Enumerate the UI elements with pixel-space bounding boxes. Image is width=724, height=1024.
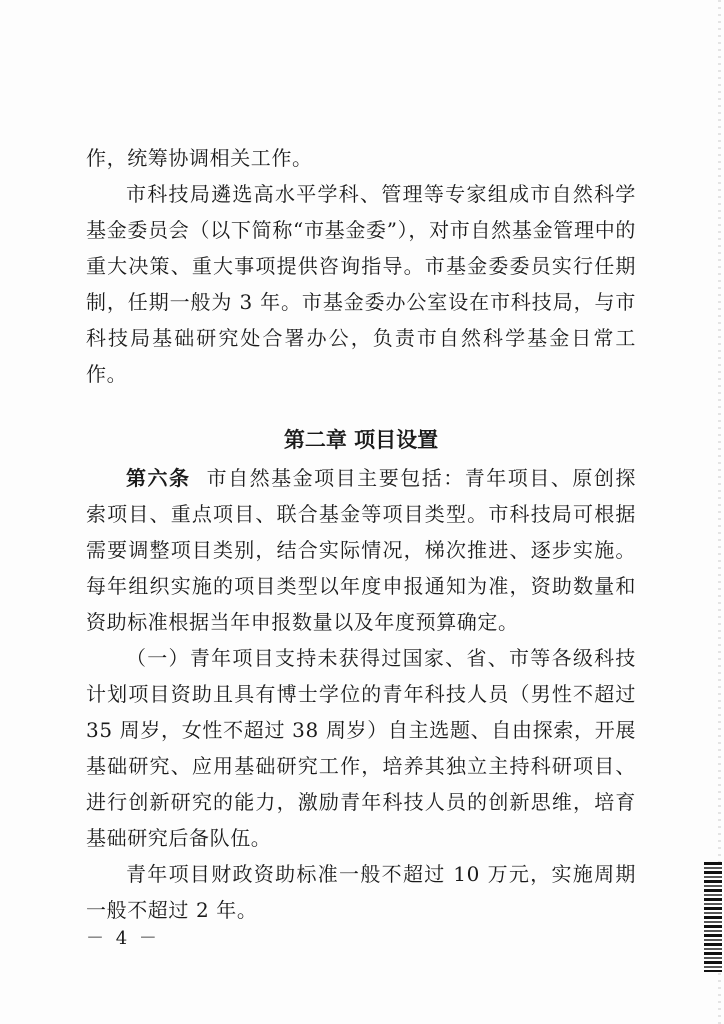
chapter-heading: 第二章 项目设置: [283, 428, 439, 452]
paragraph-youth-project: （一）青年项目支持未获得过国家、省、市等各级科技计划项目资助且具有博士学位的青年科技人员（男性不超过 35 周岁，女性不超过 38 周岁）自主选题、自由探索，开展基础研究、应用基础研究工作，培养其独立主持科研项目、进行创新研究的能力，激励青年科技人员的创新思维，培育基础研究后备队伍。: [86, 646, 636, 850]
article-6-paragraph: [86, 460, 636, 640]
document-body: [86, 140, 636, 928]
paragraph-youth-funding: 青年项目财政资助标准一般不超过 10 万元，实施周期一般不超过 2 年。: [86, 862, 636, 922]
paragraph-continuation: 作，统筹协调相关工作。: [86, 146, 313, 170]
article-6-label: 第六条: [126, 466, 191, 490]
page-number: － 4 －: [86, 928, 160, 949]
scan-barcode-mark: [704, 862, 722, 972]
article-6-text: 市自然基金项目主要包括：青年项目、原创探索项目、重点项目、联合基金等项目类型。市科技局可根据需要调整项目类别，结合实际情况，梯次推进、逐步实施。每年组织实施的项目类型以年度申报通知为准，资助数量和资助标准根据当年申报数量以及年度预算确定。: [86, 466, 636, 634]
paragraph-committee: 市科技局遴选高水平学科、管理等专家组成市自然科学基金委员会（以下简称“市基金委”），对市自然基金管理中的重大决策、重大事项提供咨询指导。市基金委委员实行任期制，任期一般为 3 年。市基金委办公室设在市科技局，与市科技局基础研究处合署办公，负责市自然科学基金日常工作。: [86, 182, 636, 386]
